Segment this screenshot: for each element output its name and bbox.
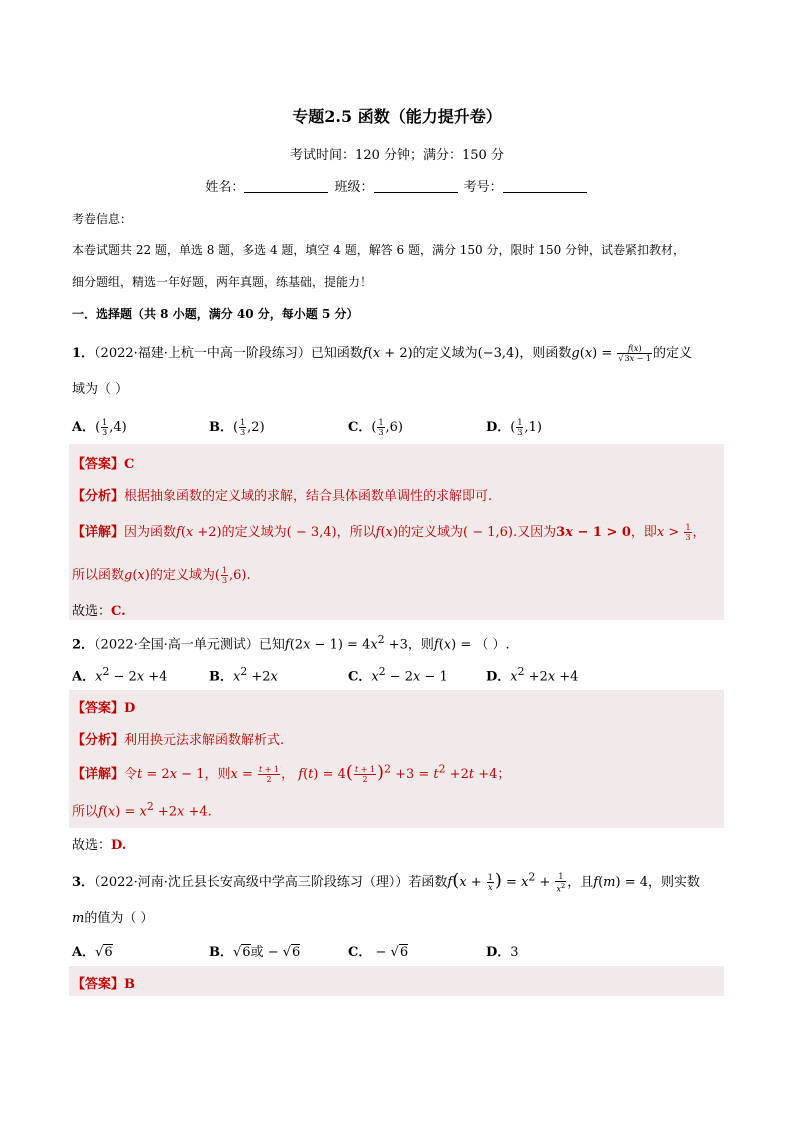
name-row <box>0 176 794 195</box>
q2-option-a[interactable]: A．$x^2 - 2x +4$ <box>72 665 168 685</box>
exam-time-line: 考试时间：120 分钟；满分：150 分 <box>290 148 504 163</box>
q1-choose: 故选：C. <box>72 604 126 619</box>
intro-line-1: 本卷试题共 22 题，单选 8 题，多选 4 题，填空 4 题，解答 6 题，满分 150 分，限时 150 分钟，试卷紧扣教材， <box>72 243 686 257</box>
id-label: 考号： <box>463 180 503 195</box>
q3-option-c[interactable]: C． − √6 <box>348 945 409 960</box>
q2-analysis: 【分析】利用换元法求解函数解析式. <box>72 733 285 748</box>
q3-stem: 3．（2022·河南·沈丘县长安高级中学高三阶段练习（理））若函数f(x + $\frac{1}{x}$ ) = $x^2$ + $\frac{1}{x^2}$ ，且f(m) = 4，则实数 <box>72 870 700 894</box>
name-blank[interactable] <box>244 180 328 193</box>
q1-option-d[interactable]: D．( $\frac{1}{3}$ ,1) <box>486 418 542 437</box>
q1-detail-2: 所以函数g(x)的定义域为( $\frac{1}{3}$ ,6). <box>72 566 251 585</box>
q3-option-b[interactable]: B．√6或 − √6 <box>209 945 301 960</box>
q3-answer: 【答案】B <box>72 977 136 992</box>
page-title: 专题2.5 函数（能力提升卷） <box>292 107 502 126</box>
q1-detail: 【详解】因为函数f(x +2)的定义域为( − 3,4)，所以f(x)的定义域为( − 1,6).又因为3x − 1 > 0，即x > $\frac{1}{3}$ ， <box>72 523 706 542</box>
q2-detail: 【详解】令t = 2x − 1，则x = $\frac{t + 1}{2}$ ， f(t) = 4( $\frac{t + 1}{2}$ )$^2 +3 = t^2 +2t +4$； <box>72 762 511 784</box>
q2-option-b[interactable]: B．$x^2 +2x$ <box>209 665 278 685</box>
q1-option-a[interactable]: A．( $\frac{1}{3}$ ,4) <box>72 418 127 437</box>
q3-stem-2: m的值为（ ） <box>72 911 154 926</box>
q1-stem-2: 域为（ ） <box>72 382 129 397</box>
q3-solution-panel <box>69 966 724 996</box>
intro-label: 考卷信息： <box>72 212 133 226</box>
q2-detail-2: 所以$f(x) = x^2 +2x +4$. <box>72 800 212 820</box>
q1-answer: 【答案】C <box>72 457 135 472</box>
name-label: 姓名： <box>205 180 245 195</box>
q1-option-c[interactable]: C．( $\frac{1}{3}$ ,6) <box>348 418 404 437</box>
q2-option-c[interactable]: C．$x^2 - 2x - 1$ <box>348 665 448 685</box>
class-label: 班级： <box>334 180 374 195</box>
q2-stem: 2．（2022·全国·高一单元测试）已知$f(2x - 1) = 4x^2 +3$，则f(x) = （ ）. <box>72 633 510 653</box>
q1-stem: 1．（2022·福建·上杭一中高一阶段练习）已知函数f(x + 2)的定义域为(−3,4)，则函数g(x) = $\frac{f(x)}{√3x - 1}$ 的定义 <box>72 344 693 363</box>
section-heading: 一．选择题（共 8 小题，满分 40 分，每小题 5 分） <box>72 307 359 321</box>
id-blank[interactable] <box>503 180 587 193</box>
q3-option-a[interactable]: A．√6 <box>72 945 113 960</box>
q2-choose: 故选：D. <box>72 838 127 853</box>
q3-option-d[interactable]: D．3 <box>486 945 519 960</box>
class-blank[interactable] <box>374 180 458 193</box>
intro-line-2: 细分题组，精选一年好题，两年真题，练基础，提能力！ <box>72 275 373 289</box>
q2-option-d[interactable]: D．$x^2 +2x +4$ <box>486 665 579 685</box>
q2-answer: 【答案】D <box>72 701 136 716</box>
q1-analysis: 【分析】根据抽象函数的定义域的求解，结合具体函数单调性的求解即可. <box>72 489 493 504</box>
q1-option-b[interactable]: B．( $\frac{1}{3}$ ,2) <box>209 418 265 437</box>
